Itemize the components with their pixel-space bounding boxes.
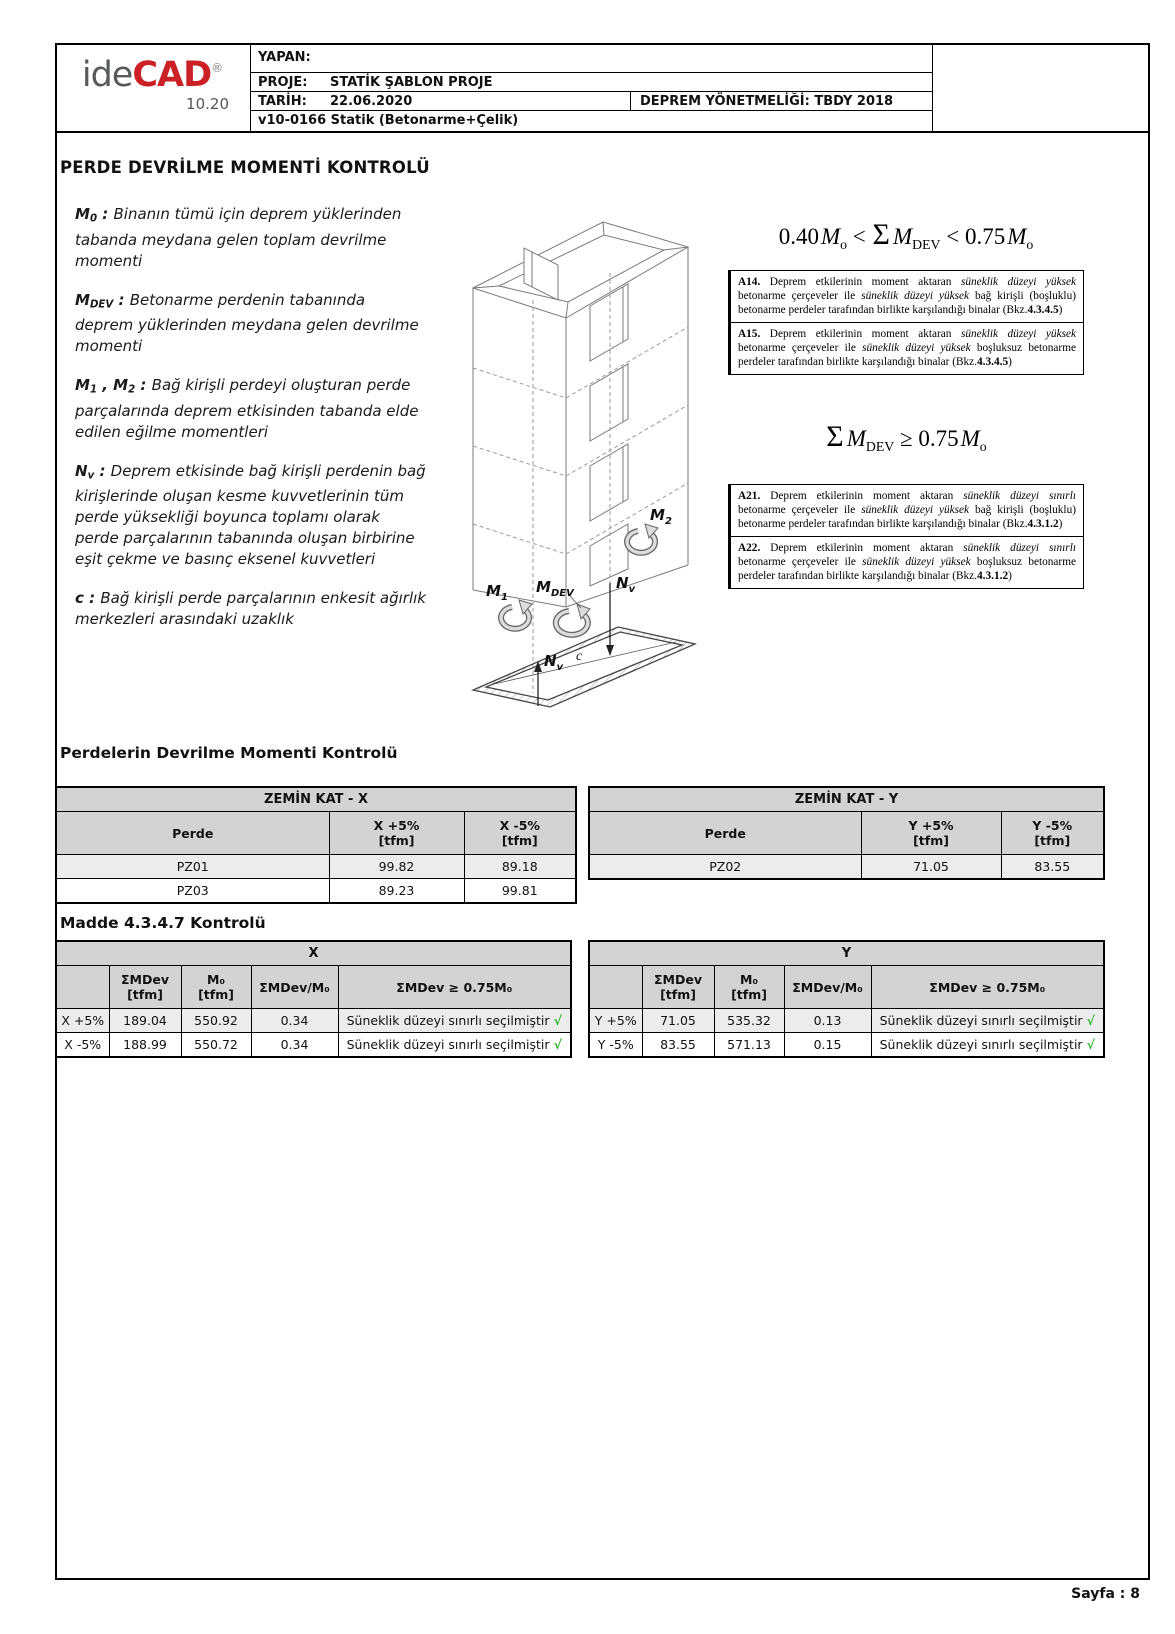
axial-force-arrow-down [606,583,614,656]
header-bottom-rule [55,131,1148,133]
base-slab [473,627,695,707]
table-row: Y +5% 71.05 535.32 0.13 Süneklik düzeyi sınırlı seçilmiştir √ [589,1009,1104,1033]
table-title: X [56,941,571,966]
col-header-ratio: ΣMDev/M₀ [784,966,871,1009]
roof-wall-band [473,222,688,318]
col-header-mdev: ΣMDev [tfm] [642,966,714,1009]
col-header-m0: M₀ [tfm] [714,966,784,1009]
header-row-rule-1 [250,72,932,73]
notes-a21-a22 [728,484,1084,589]
check-icon: √ [553,1037,562,1052]
definition-m1-m2: M1 , M2 : Bağ kirişli perdeyi oluşturan perde parçalarında deprem etkisinden tabanda elde edilen eğilme momentleri [75,376,419,441]
col-header-perde: Perde [56,812,329,855]
col-header-mdev: ΣMDev [tfm] [109,966,181,1009]
header-row-rule-3 [250,110,932,111]
logo-registered-mark: ® [211,61,224,75]
table-row: Y -5% 83.55 571.13 0.15 Süneklik düzeyi sınırlı seçilmiştir √ [589,1033,1104,1058]
label-m2: $M_2$ [650,506,672,527]
check-icon: √ [553,1013,562,1028]
notes-a14-a15 [728,270,1084,375]
col-header-m0: M₀ [tfm] [181,966,251,1009]
col-header-x-plus: X +5% [tfm] [329,812,464,855]
logo-ide-text: ide [81,55,133,95]
proje-label: PROJE: [258,75,308,90]
definition-m0: M0 : Binanın tümü için deprem yüklerinden tabanda meydana gelen toplam devrilme momenti [75,205,402,270]
definition-mdev: MDEV : Betonarme perdenin tabanında deprem yüklerinden meydana gelen devrilme momenti [75,290,419,356]
note-a22: A22. Deprem etkilerinin moment aktaran süneklik düzeyi sınırlı betonarme çerçeveler ile süneklik düzeyi yüksek boşluksuz betonarme perdeler tarafından birlikte karşılandığı binalar (Bkz.4.3.1.2) [731,536,1083,588]
col-header-x-minus: X -5% [tfm] [464,812,576,855]
definition-nv: Nv : Deprem etkisinde bağ kirişli perdenin bağ kirişlerinde oluşan kesme kuvvetlerinin tüm perde yüksekliği boyunca toplamı olarak perde parçalarının tabanında oluşan birbirine eşit çekme ve basınç eksenel kuvvetleri [75,461,426,569]
table-madde-y [588,940,1105,1058]
building-overturning-diagram [428,188,708,728]
label-nv-left: $N_v$ [544,652,564,673]
tarih-label: TARİH: [258,94,307,109]
note-a21: A21. Deprem etkilerinin moment aktaran süneklik düzeyi sınırlı betonarme çerçeveler ile süneklik düzeyi yüksek bağ kirişli (boşluklu) betonarme perdeler tarafından birlikte karşılandığı binalar (Bkz.4.3.1.2) [738,490,1076,530]
moment-arrow-m2 [627,524,658,553]
window-openings [590,284,628,586]
col-header-y-minus: Y -5% [tfm] [1001,812,1104,855]
logo-cad-text: CAD [132,55,212,95]
note-a14: A14. Deprem etkilerinin moment aktaran süneklik düzeyi yüksek betonarme çerçeveler ile süneklik düzeyi yüksek bağ kirişli (boşluklu) betonarme perdeler tarafından birlikte karşılandığı binalar (Bkz.4.3.4.5) [738,276,1077,316]
section-title-madde: Madde 4.3.4.7 Kontrolü [60,914,266,932]
moment-arrow-m1 [501,600,532,629]
col-header-blank [589,966,642,1009]
moment-arrow-mdev [556,604,590,635]
formula-075mo-min: Σ $M_{DEV} \ge 0.75M_o$ [826,420,987,454]
idecad-logo [70,55,235,113]
tarih-cell-divider [630,91,631,110]
col-header-check: ΣMDev ≥ 0.75M₀ [871,966,1104,1009]
interior-wall [524,248,558,300]
yapan-label: YAPAN: [258,50,311,65]
label-mdev: $M_{DEV}$ [536,578,574,599]
table-row: X +5% 189.04 550.92 0.34 Süneklik düzeyi sınırlı seçilmiştir √ [56,1009,571,1033]
table-title: ZEMİN KAT - X [56,787,576,812]
label-m1: $M_1$ [486,582,508,603]
table-row: X -5% 188.99 550.72 0.34 Süneklik düzeyi sınırlı seçilmiştir √ [56,1033,571,1058]
page-title: PERDE DEVRİLME MOMENTİ KONTROLÜ [60,158,430,177]
header-right-cell-divider [932,43,933,131]
col-header-check: ΣMDev ≥ 0.75M₀ [338,966,571,1009]
col-header-y-plus: Y +5% [tfm] [861,812,1001,855]
proje-value: STATİK ŞABLON PROJE [330,75,493,90]
logo-version: 10.20 [186,95,229,113]
formula-040mo-range: $0.40M_o < \Sigma$ $M_{DEV} < 0.75M_o$ [778,218,1034,252]
table-row: PZ02 71.05 83.55 [589,855,1104,880]
check-icon: √ [1086,1013,1095,1028]
logo-cell-divider [250,43,251,131]
table-madde-x [55,940,572,1058]
label-nv-right: $N_v$ [616,574,636,595]
note-a15: A15. Deprem etkilerinin moment aktaran süneklik düzeyi yüksek betonarme çerçeveler ile süneklik düzeyi yüksek boşluksuz betonarme perdeler tarafından birlikte karşılandığı binalar (Bkz.4.3.4.5) [731,322,1083,374]
header-row-rule-2 [250,91,932,92]
col-header-perde: Perde [589,812,861,855]
col-header-blank [56,966,109,1009]
table-row: PZ01 99.82 89.18 [56,855,576,879]
table-zemin-kat-x [55,786,577,904]
tarih-value: 22.06.2020 [330,94,413,109]
table-zemin-kat-y [588,786,1105,880]
table-title: ZEMİN KAT - Y [589,787,1104,812]
definition-c: c : Bağ kirişli perde parçalarının enkesit ağırlık merkezleri arasındaki uzaklık [75,589,426,629]
table-title: Y [589,941,1104,966]
table-row: PZ03 89.23 99.81 [56,879,576,904]
yonetmelik-value: DEPREM YÖNETMELİĞİ: TBDY 2018 [640,94,894,109]
col-header-ratio: ΣMDev/M₀ [251,966,338,1009]
check-icon: √ [1086,1037,1095,1052]
software-version-line: v10-0166 Statik (Betonarme+Çelik) [258,113,519,128]
label-c: c [576,649,583,664]
definitions-list [75,204,427,648]
page-number: Sayfa : 8 [1071,1586,1140,1602]
section-title-perdeler: Perdelerin Devrilme Momenti Kontrolü [60,744,398,762]
